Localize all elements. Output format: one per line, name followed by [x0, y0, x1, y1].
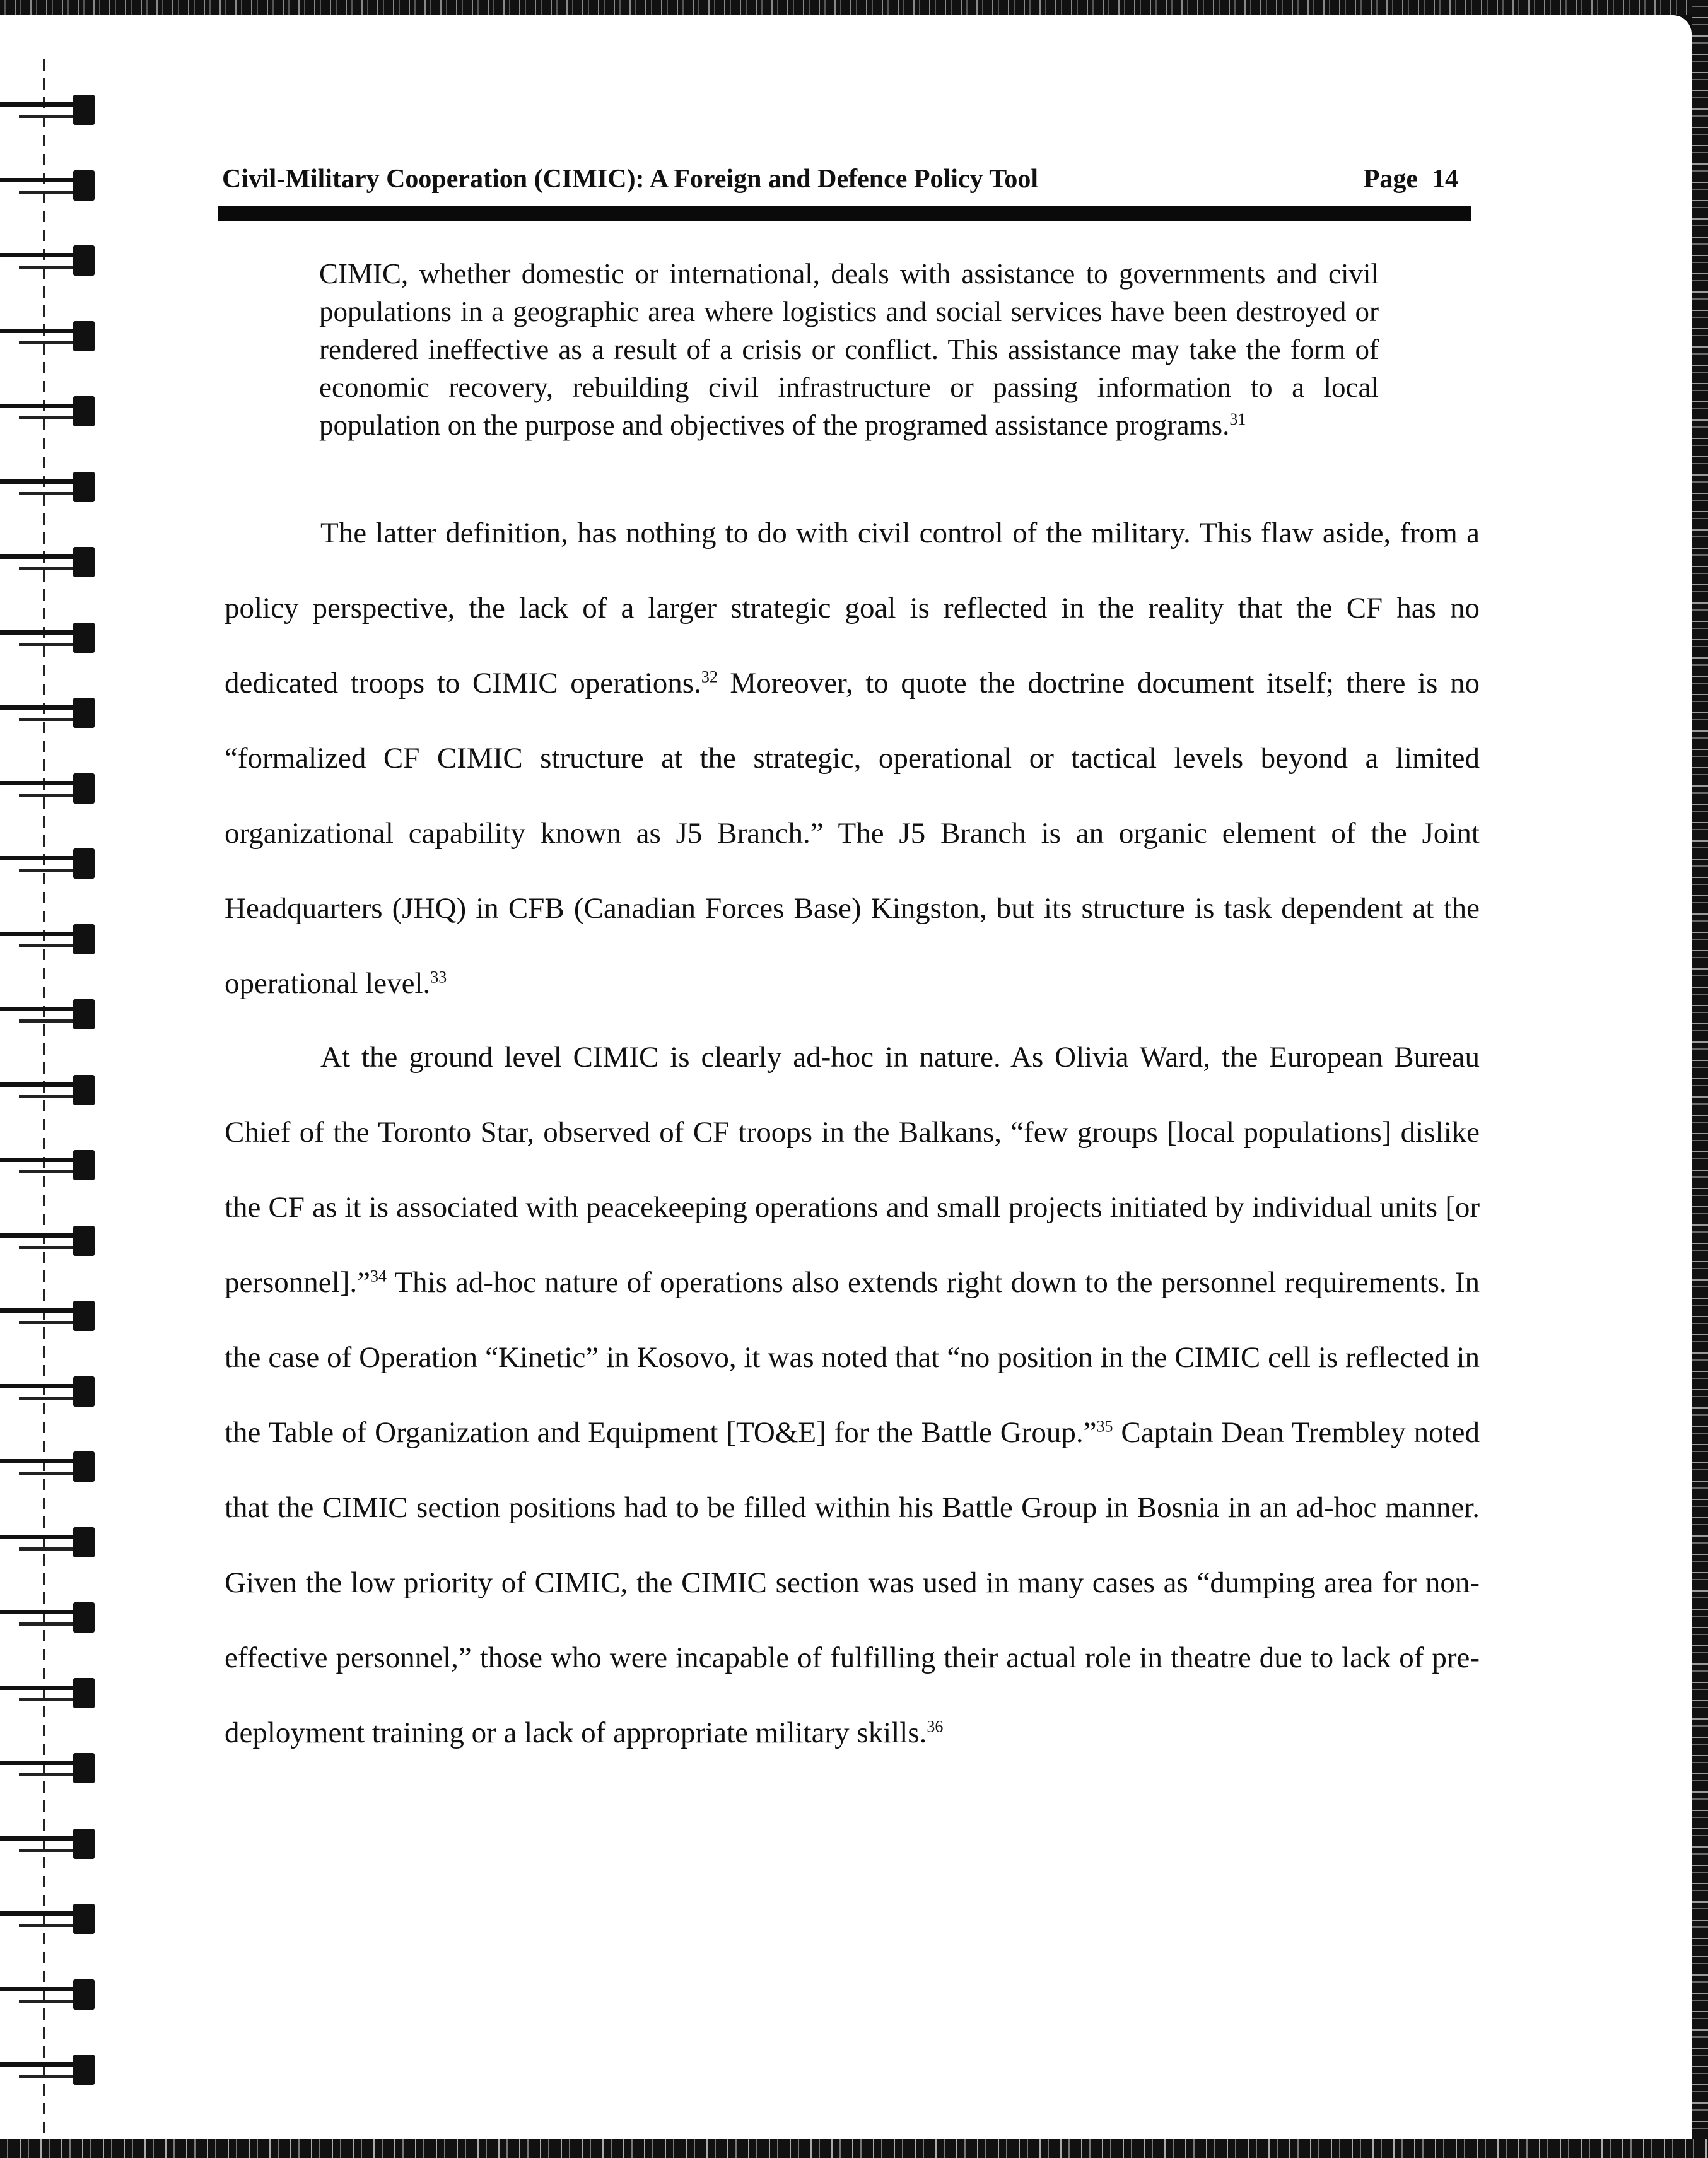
paragraph-text: Moreover, to quote the doctrine document itself; there is no “formalized CF CIMIC structure at the strategic, operational or tactical levels beyond a limited organizational capability known as J5 Branch.” The J5 Branch is an organic element of the Joint Headquarters (JHQ) in CFB (Canadian Forces Base) Kingston, but its structure is task dependent at the operational level.	[225, 667, 1480, 1000]
binding-ring	[0, 1600, 95, 1635]
binding-ring	[0, 1977, 95, 2012]
page-number: 14	[1432, 165, 1458, 194]
header-rule	[218, 206, 1471, 221]
footnote-ref: 33	[430, 968, 447, 987]
binding-ring	[0, 695, 95, 730]
scan-edge-bottom	[0, 2139, 1708, 2158]
paragraph	[225, 1020, 1480, 1771]
paragraph	[225, 496, 1480, 1021]
footnote-ref: 32	[701, 667, 718, 686]
page-indicator	[1364, 164, 1458, 194]
binding-ring	[0, 2052, 95, 2087]
binding-ring	[0, 771, 95, 806]
page-label: Page	[1363, 165, 1418, 194]
binding-ring	[0, 1750, 95, 1786]
binding-ring	[0, 922, 95, 957]
block-quote-text: CIMIC, whether domestic or international, deals with assistance to governments and civil populations in a geographic area where logistics and social services have been destroyed or rendered ineffective as a result of a crisis or conflict. This assistance may take the form of economic recovery, rebuilding civil infrastructure or passing information to a local population on the purpose and objectives of the programed assistance programs.	[319, 258, 1379, 441]
binding-ring	[0, 1374, 95, 1409]
binding-ring	[0, 469, 95, 505]
binding-ring	[0, 1525, 95, 1560]
binding-ring	[0, 1449, 95, 1484]
binding-ring	[0, 620, 95, 655]
binding-ring	[0, 1901, 95, 1937]
binding-ring	[0, 544, 95, 580]
footnote-ref: 34	[370, 1267, 387, 1286]
paragraph-text: This ad-hoc nature of operations also extends right down to the personnel requirements. In the case of Operation “Kinetic” in Kosovo, it was noted that “no position in the CIMIC cell is reflected in the Table of Organization and Equipment [TO&E] for the Battle Group.”	[225, 1266, 1480, 1449]
document-page	[0, 15, 1692, 2140]
footnote-ref: 31	[1229, 410, 1246, 428]
paragraph-text: The latter definition, has nothing to do with civil control of the military. This flaw aside, from a policy perspective, the lack of a larger strategic goal is reflected in the reality that the CF has no dedicated troops to CIMIC operations.	[225, 517, 1480, 700]
binding-ring	[0, 846, 95, 881]
header-title: Civil-Military Cooperation (CIMIC): A Foreign and Defence Policy Tool	[222, 165, 1039, 194]
footnote-ref: 35	[1096, 1417, 1113, 1436]
binding-ring	[0, 319, 95, 354]
paragraph-text: Captain Dean Trembley noted that the CIMIC section positions had to be filled within his Battle Group in Bosnia in an ad-hoc manner. Given the low priority of CIMIC, the CIMIC section was used in many cases as “dumping area for non-effective personnel,” those who were incapable of fulfilling their actual role in theatre due to lack of pre-deployment training or a lack of appropriate military skills.	[225, 1416, 1480, 1749]
binding-ring	[0, 394, 95, 429]
scan-edge-right	[1692, 0, 1708, 2158]
binding-ring	[0, 997, 95, 1032]
scan-edge-top	[0, 0, 1708, 15]
binding-ring	[0, 1072, 95, 1108]
binding-ring	[0, 1147, 95, 1183]
binding-ring	[0, 1223, 95, 1258]
binding-ring	[0, 1298, 95, 1334]
binding-ring	[0, 243, 95, 278]
paragraph-text: At the ground level CIMIC is clearly ad-hoc in nature. As Olivia Ward, the European Bureau Chief of the Toronto Star, observed of CF troops in the Balkans, “few groups [local populations] dislike the CF as it is associated with peacekeeping operations and small projects initiated by individual units [or personnel].”	[225, 1041, 1480, 1299]
block-quote	[319, 255, 1379, 444]
spiral-binding	[0, 15, 107, 2140]
binding-ring	[0, 1826, 95, 1862]
running-header	[222, 151, 1471, 202]
binding-ring	[0, 168, 95, 203]
binding-ring	[0, 92, 95, 127]
binding-ring	[0, 1675, 95, 1711]
footnote-ref: 36	[927, 1717, 944, 1736]
